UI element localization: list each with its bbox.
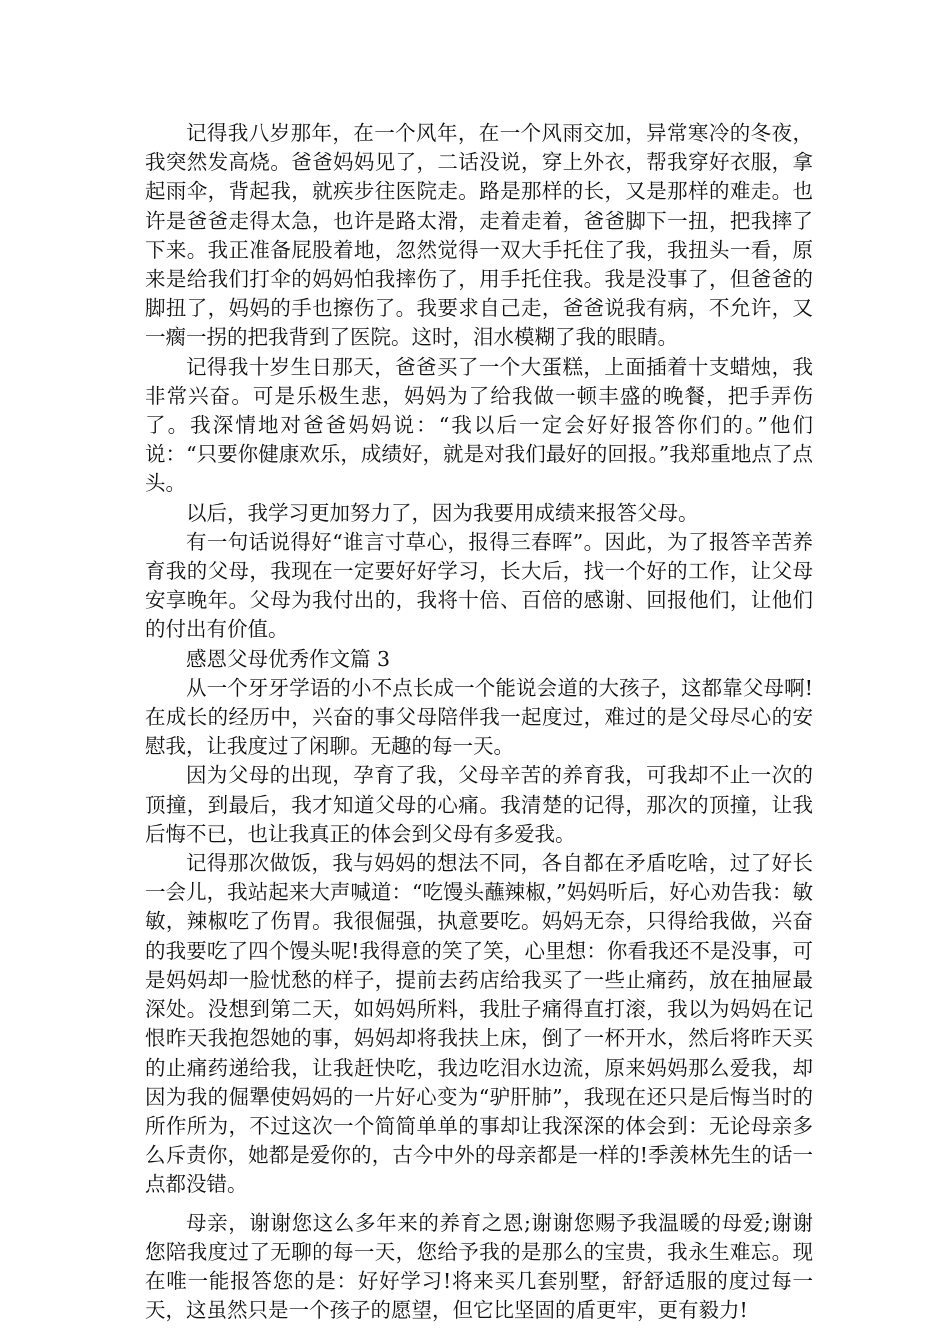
paragraph-cooking-story: 记得那次做饭，我与妈妈的想法不同，各自都在矛盾吃啥，过了好长一会儿，我站起来大声喊道：“吃馒头蘸辣椒，”妈妈听后，好心劝告我：敏敏，辣椒吃了伤胃。我很倔强，执意要吃。妈妈无奈，只得给我做，兴奋的我要吃了四个馒头呢!我得意的笑了笑，心里想：你看我还不是没事，可是妈妈却一脸忧愁的样子，提前去药店给我买了一些止痛药，放在抽屉最深处。没想到第二天，如妈妈所料，我肚子痛得直打滚，我以为妈妈在记恨昨天我抱怨她的事，妈妈却将我扶上床，倒了一杯开水，然后将昨天买的止痛药递给我，让我赶快吃，我边吃泪水边流，原来妈妈那么爱我，却因为我的倔犟使妈妈的一片好心变为“驴肝肺”，我现在还只是后悔当时的所作所为，不过这次一个简简单单的事却让我深深的体会到：无论母亲多么斥责你，她都是爱你的，古今中外的母亲都是一样的!季羡林先生的话一点都没错。 — [145, 851, 813, 1197]
paragraph-study-harder: 以后，我学习更加努力了，因为我要用成绩来报答父母。 — [186, 500, 699, 525]
paragraph-tenth-birthday: 记得我十岁生日那天，爸爸买了一个大蛋糕，上面插着十支蜡烛，我非常兴奋。可是乐极生悲，妈妈为了给我做一顿丰盛的晚餐，把手弄伤了。我深情地对爸爸妈妈说：“我以后一定会好好报答你们的。”他们说：“只要你健康欢乐，成绩好，就是对我们最好的回报。”我郑重地点了点头。 — [145, 354, 813, 496]
paragraph-proverb: 有一句话说得好“谁言寸草心，报得三春晖”。因此，为了报答辛苦养育我的父母，我现在一定要好好学习，长大后，找一个好的工作，让父母安享晚年。父母为我付出的，我将十倍、百倍的感谢、回报他们，让他们的付出有价值。 — [145, 529, 813, 642]
paragraph-fever-memory: 记得我八岁那年，在一个风年，在一个风雨交加，异常寒冷的冬夜，我突然发高烧。爸爸妈妈见了，二话没说，穿上外衣，帮我穿好衣服，拿起雨伞，背起我，就疾步往医院走。路是那样的长，又是那样的难走。也许是爸爸走得太急，也许是路太滑，走着走着，爸爸脚下一扭，把我摔了下来。我正准备屁股着地，忽然觉得一双大手托住了我，我扭头一看，原来是给我们打伞的妈妈怕我摔伤了，用手托住我。我是没事了，但爸爸的脚扭了，妈妈的手也擦伤了。我要求自己走，爸爸说我有病，不允许，又一瘸一拐的把我背到了医院。这时，泪水模糊了我的眼睛。 — [145, 121, 813, 350]
paragraph-defiance: 因为父母的出现，孕育了我，父母辛苦的养育我，可我却不止一次的顶撞，到最后，我才知道父母的心痛。我清楚的记得，那次的顶撞，让我后悔不已，也让我真正的体会到父母有多爱我。 — [145, 763, 813, 846]
document-body — [145, 119, 813, 1325]
paragraph-thanks-mother: 母亲，谢谢您这么多年来的养育之恩;谢谢您赐予我温暖的母爱;谢谢您陪我度过了无聊的每一天，您给予我的是那么的宝贵，我永生难忘。现在唯一能报答您的是：好好学习!将来买几套别墅，舒舒适服的度过每一天，这虽然只是一个孩子的愿望，但它比坚固的盾更牢，更有毅力! — [145, 1210, 813, 1323]
section-heading: 感恩父母优秀作文篇 3 — [186, 646, 391, 671]
paragraph-growing-up: 从一个牙牙学语的小不点长成一个能说会道的大孩子，这都靠父母啊!在成长的经历中，兴奋的事父母陪伴我一起度过，难过的是父母尽心的安慰我，让我度过了闲聊。无趣的每一天。 — [145, 675, 813, 759]
